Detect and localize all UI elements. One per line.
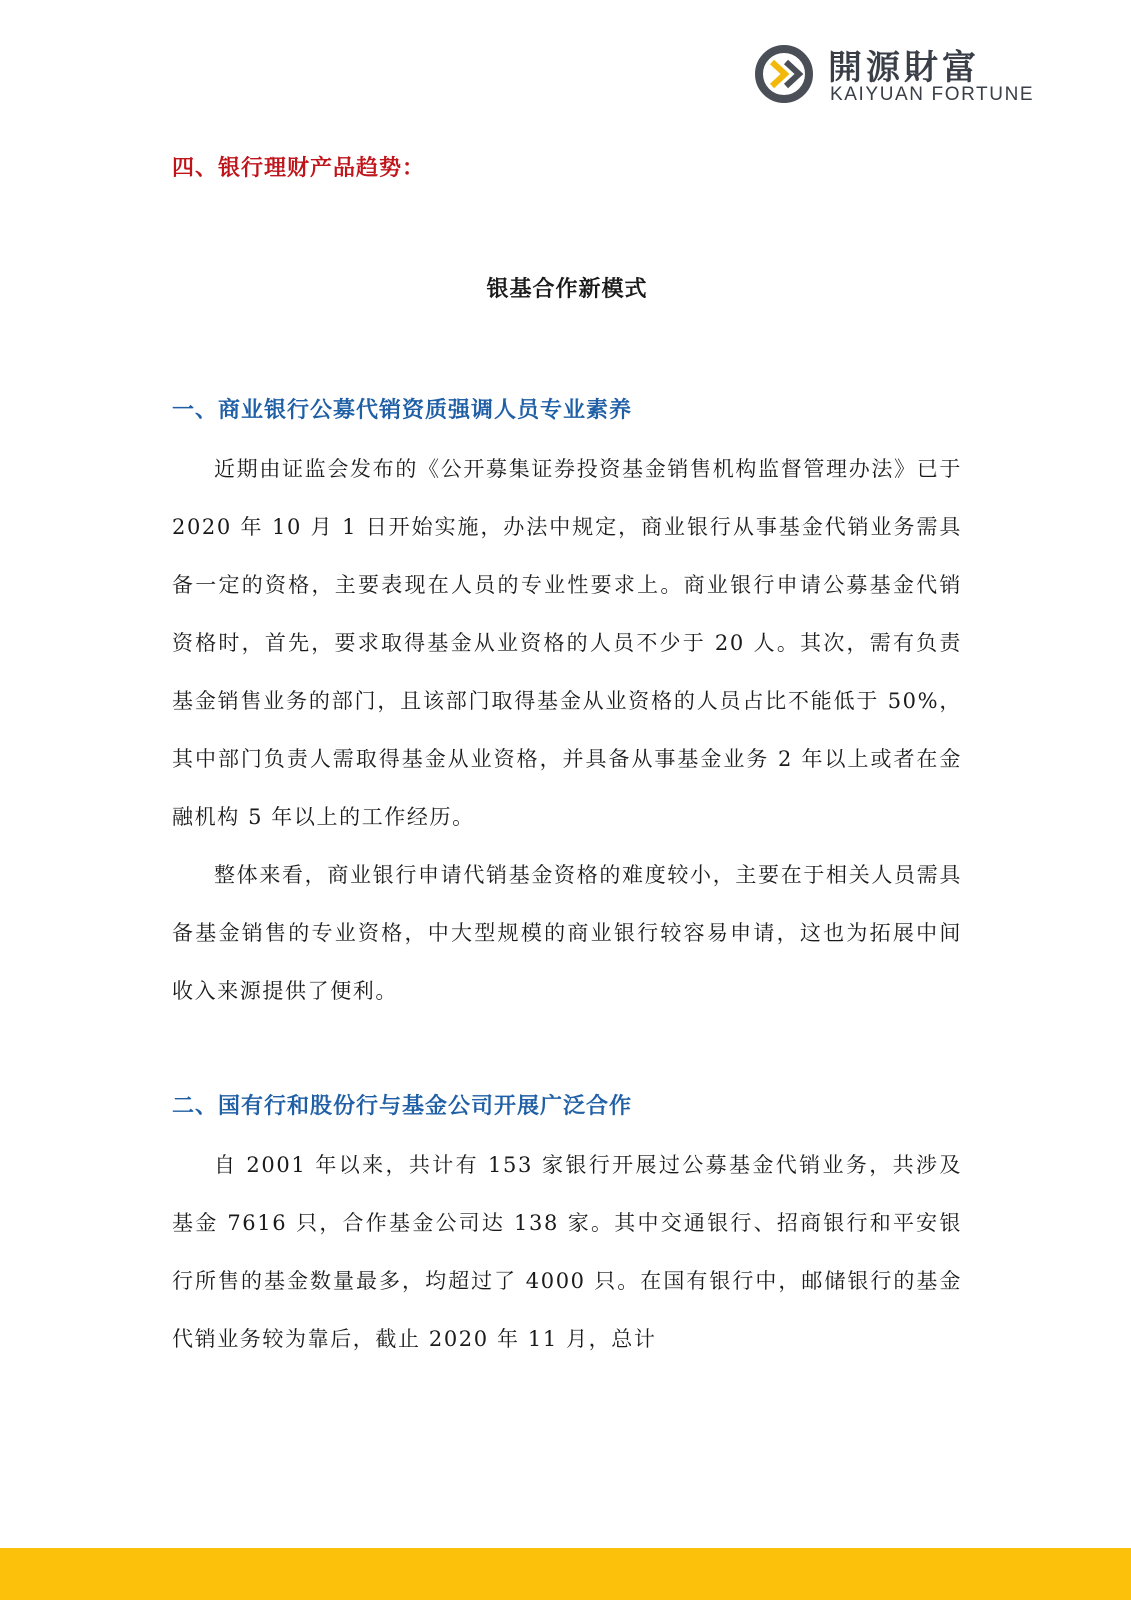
logo-english-name: KAIYUAN FORTUNE <box>830 84 1035 105</box>
company-logo <box>752 40 1052 110</box>
section-1-paragraph-2: 整体来看，商业银行申请代销基金资格的难度较小，主要在于相关人员需具备基金销售的专业资格，中大型规模的商业银行较容易申请，这也为拓展中间收入来源提供了便利。 <box>172 863 962 1003</box>
article-title: 银基合作新模式 <box>486 277 648 302</box>
section-2-title: 二、国有行和股份行与基金公司开展广泛合作 <box>172 1094 633 1119</box>
section-1-title: 一、商业银行公募代销资质强调人员专业素养 <box>172 398 633 423</box>
section-2 <box>172 1078 962 1368</box>
section-1 <box>172 382 962 1020</box>
kaiyuan-logo-icon <box>752 42 816 106</box>
section-2-paragraph-1: 自 2001 年以来，共计有 153 家银行开展过公募基金代销业务，共涉及基金 7616 只，合作基金公司达 138 家。其中交通银行、招商银行和平安银行所售的基金数量最多，均超过了 4000 只。在国有银行中，邮储银行的基金代销业务较为靠后，截止 2020 年 11 月，总计 <box>172 1153 962 1351</box>
section-1-paragraph-1: 近期由证监会发布的《公开募集证券投资基金销售机构监督管理办法》已于 2020 年 10 月 1 日开始实施，办法中规定，商业银行从事基金代销业务需具备一定的资格，主要表现在人员的专业性要求上。商业银行申请公募基金代销资格时，首先，要求取得基金从业资格的人员不少于 20 人。其次，需有负责基金销售业务的部门，且该部门取得基金从业资格的人员占比不能低于 50%，其中部门负责人需取得基金从业资格，并具备从事基金业务 2 年以上或者在金融机构 5 年以上的工作经历。 <box>172 457 962 829</box>
footer-bar <box>0 1548 1131 1600</box>
document-body <box>172 140 962 1368</box>
chapter-heading: 四、银行理财产品趋势： <box>172 156 426 181</box>
logo-chinese-name: 開源財富 <box>828 48 980 88</box>
